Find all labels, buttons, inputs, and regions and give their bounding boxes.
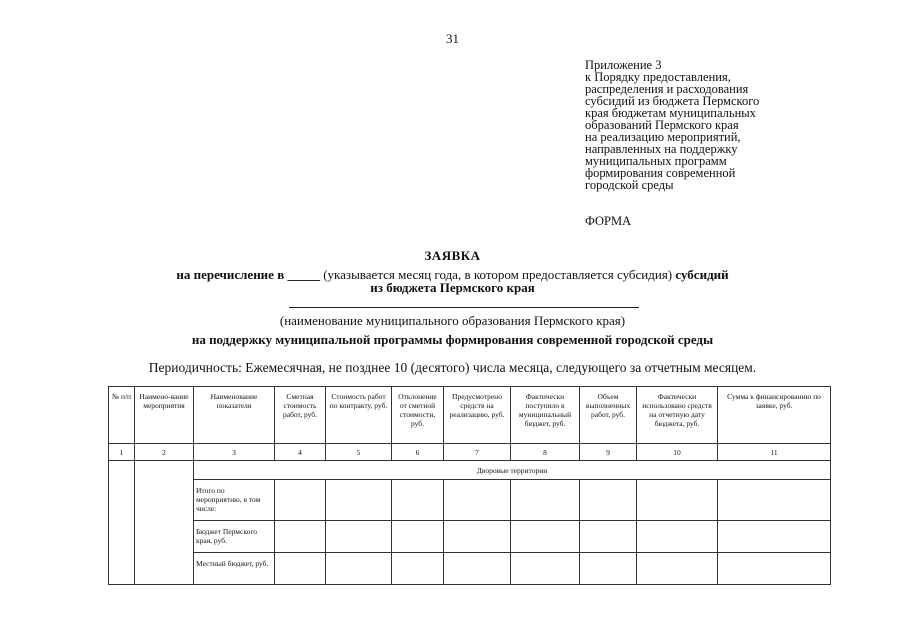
column-number: 5	[326, 444, 392, 461]
indicator-name: Бюджет Пермского края, руб.	[194, 521, 275, 553]
municipality-blank-line	[289, 307, 639, 308]
column-number: 2	[135, 444, 194, 461]
municipality-caption: (наименование муниципального образования Пермского края)	[279, 313, 626, 328]
appendix-line: формирования современной	[585, 166, 736, 180]
table-cell[interactable]	[392, 480, 444, 521]
support-line: на поддержку муниципальной программы формирования современной городской среды	[191, 332, 714, 347]
column-number: 6	[392, 444, 444, 461]
table-cell[interactable]	[275, 553, 326, 585]
page-number: 31	[446, 31, 459, 46]
header-cell: № п/п	[109, 387, 135, 444]
table-row	[109, 480, 831, 521]
column-number: 7	[444, 444, 511, 461]
table-row	[109, 553, 831, 585]
table-section-row	[109, 461, 831, 480]
header-cell: Объем выполненных работ, руб.	[580, 387, 637, 444]
appendix-line: городской среды	[585, 178, 674, 192]
table-row	[109, 521, 831, 553]
header-cell: Фактически использовано средств на отчетную дату бюджета, руб.	[637, 387, 718, 444]
table-cell[interactable]	[444, 480, 511, 521]
column-number: 11	[718, 444, 831, 461]
appendix-line: на реализацию мероприятий,	[585, 130, 741, 144]
column-number: 9	[580, 444, 637, 461]
appendix-note	[585, 59, 885, 191]
column-number: 8	[511, 444, 580, 461]
header-cell: Сумма к финансированию по заявке, руб.	[718, 387, 831, 444]
table-cell[interactable]	[326, 553, 392, 585]
appendix-line: распределения и расходования	[585, 82, 749, 96]
header-cell: Отклонение от сметной стоимости, руб.	[392, 387, 444, 444]
table-cell[interactable]	[275, 521, 326, 553]
column-number: 1	[109, 444, 135, 461]
periodicity-text: Периодичность: Ежемесячная, не позднее 10 (десятого) числа месяца, следующего за отчетным месяцем.	[148, 360, 757, 375]
column-number: 4	[275, 444, 326, 461]
column-number: 10	[637, 444, 718, 461]
header-cell: Фактически поступило в муниципальный бюджет, руб.	[511, 387, 580, 444]
header-cell: Наименование показателя	[194, 387, 275, 444]
title-line-hint: (указывается месяц года, в котором предоставляется субсидия)	[319, 267, 676, 282]
appendix-line: края бюджетам муниципальных	[585, 106, 756, 120]
table-cell[interactable]	[444, 553, 511, 585]
appendix-line: к Порядку предоставления,	[585, 70, 731, 84]
title-line-budget: из бюджета Пермского края	[370, 280, 535, 295]
table-cell[interactable]	[326, 480, 392, 521]
table-cell[interactable]	[580, 553, 637, 585]
table-cell[interactable]	[718, 521, 831, 553]
table-cell[interactable]	[392, 521, 444, 553]
table-number-row	[109, 444, 831, 461]
table-cell[interactable]	[718, 480, 831, 521]
table-cell[interactable]	[326, 521, 392, 553]
table-header-row	[109, 387, 831, 444]
table-cell[interactable]	[580, 480, 637, 521]
table-cell[interactable]	[511, 521, 580, 553]
indicator-name: Местный бюджет, руб.	[194, 553, 275, 585]
application-table	[108, 386, 831, 585]
table-cell[interactable]	[637, 553, 718, 585]
appendix-line: направленных на поддержку	[585, 142, 738, 156]
indicator-name: Итого по мероприятию, в том числе:	[194, 480, 275, 521]
header-cell: Сметная стоимость работ, руб.	[275, 387, 326, 444]
title-line-start: на перечисление в _____	[176, 267, 320, 282]
event-name-cell[interactable]	[135, 461, 194, 585]
form-label: ФОРМА	[585, 214, 632, 228]
appendix-line: Приложение 3	[585, 58, 662, 72]
title-line-end: субсидий	[675, 267, 729, 282]
document-title: ЗАЯВКА	[424, 248, 481, 263]
table-cell[interactable]	[718, 553, 831, 585]
table-cell[interactable]	[444, 521, 511, 553]
appendix-line: субсидий из бюджета Пермского	[585, 94, 760, 108]
table-cell[interactable]	[275, 480, 326, 521]
header-cell: Наимено-вание мероприятия	[135, 387, 194, 444]
header-cell: Стоимость работ по контракту, руб.	[326, 387, 392, 444]
appendix-line: образований Пермского края	[585, 118, 739, 132]
table-cell[interactable]	[637, 480, 718, 521]
header-cell: Предусмотрено средств на реализацию, руб.	[444, 387, 511, 444]
section-title: Дворовые территории	[194, 461, 831, 480]
row-number-cell[interactable]	[109, 461, 135, 585]
appendix-line: муниципальных программ	[585, 154, 727, 168]
table-cell[interactable]	[511, 480, 580, 521]
table-cell[interactable]	[637, 521, 718, 553]
table-cell[interactable]	[392, 553, 444, 585]
table-cell[interactable]	[511, 553, 580, 585]
column-number: 3	[194, 444, 275, 461]
table-cell[interactable]	[580, 521, 637, 553]
